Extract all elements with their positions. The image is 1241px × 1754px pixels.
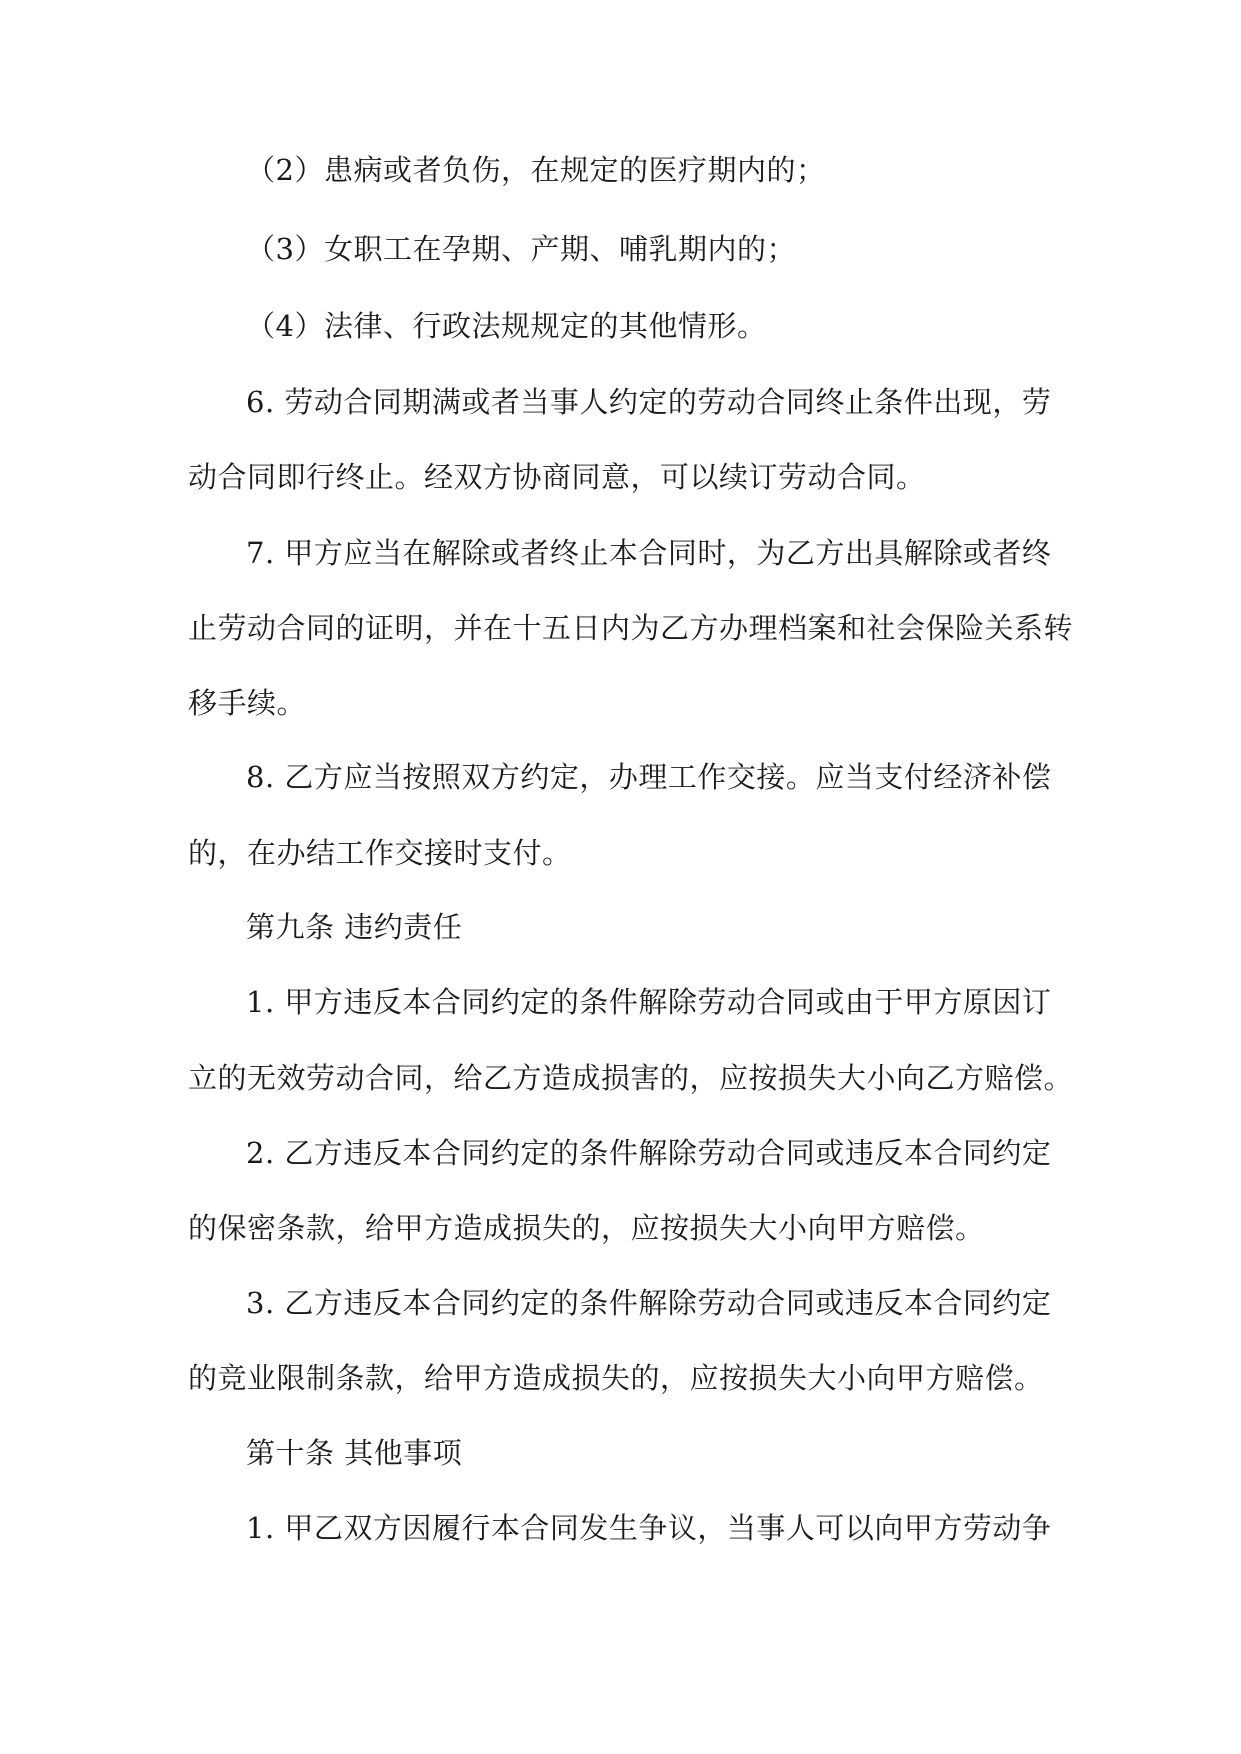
section-heading: 第九条 违约责任 bbox=[246, 910, 463, 944]
paragraph-line: 的竞业限制条款，给甲方造成损失的，应按损失大小向甲方赔偿。 bbox=[188, 1361, 1044, 1395]
section-heading: 第十条 其他事项 bbox=[246, 1436, 463, 1470]
paragraph-line: 立的无效劳动合同，给乙方造成损害的，应按损失大小向乙方赔偿。 bbox=[188, 1061, 1074, 1095]
paragraph-line: 7. 甲方应当在解除或者终止本合同时，为乙方出具解除或者终 bbox=[246, 536, 1052, 570]
paragraph-line: 动合同即行终止。经双方协商同意，可以续订劳动合同。 bbox=[188, 460, 926, 494]
paragraph-line: 6. 劳动合同期满或者当事人约定的劳动合同终止条件出现，劳 bbox=[246, 385, 1052, 419]
paragraph-line: 1. 甲方违反本合同约定的条件解除劳动合同或由于甲方原因订 bbox=[246, 985, 1052, 1019]
paragraph-line: 的保密条款，给甲方造成损失的，应按损失大小向甲方赔偿。 bbox=[188, 1211, 985, 1245]
paragraph-line: （3）女职工在孕期、产期、哺乳期内的； bbox=[246, 232, 796, 266]
paragraph-line: （2）患病或者负伤，在规定的医疗期内的； bbox=[246, 153, 826, 187]
paragraph-line: 2. 乙方违反本合同约定的条件解除劳动合同或违反本合同约定 bbox=[246, 1136, 1052, 1170]
paragraph-line: 止劳动合同的证明，并在十五日内为乙方办理档案和社会保险关系转 bbox=[188, 611, 1074, 645]
paragraph-line: 1. 甲乙双方因履行本合同发生争议，当事人可以向甲方劳动争 bbox=[246, 1511, 1052, 1545]
paragraph-line: 移手续。 bbox=[188, 686, 307, 720]
paragraph-line: 8. 乙方应当按照双方约定，办理工作交接。应当支付经济补偿 bbox=[246, 760, 1052, 794]
paragraph-line: 3. 乙方违反本合同约定的条件解除劳动合同或违反本合同约定 bbox=[246, 1286, 1052, 1320]
paragraph-line: （4）法律、行政法规规定的其他情形。 bbox=[246, 309, 767, 343]
paragraph-line: 的，在办结工作交接时支付。 bbox=[188, 836, 572, 870]
